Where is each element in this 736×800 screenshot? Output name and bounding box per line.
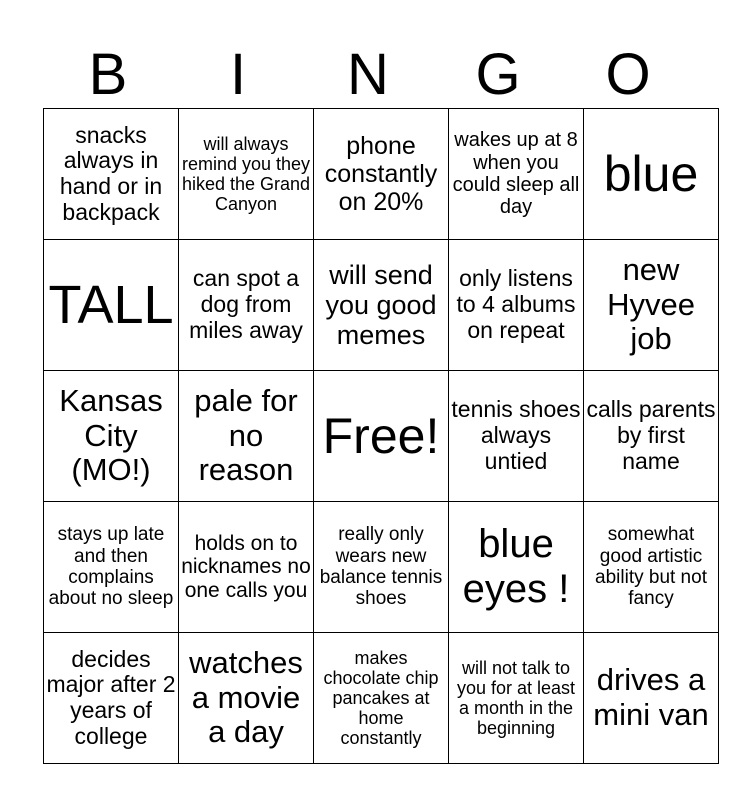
- bingo-cell[interactable]: snacks always in hand or in backpack: [44, 109, 179, 240]
- bingo-header: [43, 42, 693, 108]
- board-row: [44, 371, 719, 502]
- board-row: [44, 502, 719, 633]
- bingo-cell[interactable]: tennis shoes always untied: [449, 371, 584, 502]
- bingo-cell[interactable]: only listens to 4 albums on repeat: [449, 240, 584, 371]
- bingo-cell[interactable]: TALL: [44, 240, 179, 371]
- bingo-cell[interactable]: calls parents by first name: [584, 371, 719, 502]
- bingo-cell[interactable]: decides major after 2 years of college: [44, 633, 179, 764]
- bingo-cell[interactable]: watches a movie a day: [179, 633, 314, 764]
- bingo-cell[interactable]: Kansas City (MO!): [44, 371, 179, 502]
- bingo-cell[interactable]: somewhat good artistic ability but not fancy: [584, 502, 719, 633]
- bingo-cell[interactable]: makes chocolate chip pancakes at home constantly: [314, 633, 449, 764]
- header-letter-o: O: [605, 42, 651, 107]
- bingo-cell[interactable]: can spot a dog from miles away: [179, 240, 314, 371]
- header-letter-g: G: [475, 42, 521, 107]
- bingo-cell[interactable]: pale for no reason: [179, 371, 314, 502]
- board-row: [44, 240, 719, 371]
- bingo-cell[interactable]: drives a mini van: [584, 633, 719, 764]
- header-letter-i: I: [229, 42, 247, 107]
- bingo-cell[interactable]: wakes up at 8 when you could sleep all day: [449, 109, 584, 240]
- bingo-cell[interactable]: will not talk to you for at least a month in the beginning: [449, 633, 584, 764]
- bingo-cell[interactable]: phone constantly on 20%: [314, 109, 449, 240]
- bingo-cell[interactable]: holds on to nicknames no one calls you: [179, 502, 314, 633]
- bingo-cell[interactable]: new Hyvee job: [584, 240, 719, 371]
- header-letter-b: B: [88, 42, 128, 107]
- board-row: [44, 109, 719, 240]
- free-space-cell[interactable]: Free!: [314, 371, 449, 502]
- bingo-cell[interactable]: stays up late and then complains about no sleep: [44, 502, 179, 633]
- bingo-cell[interactable]: blue: [584, 109, 719, 240]
- bingo-cell[interactable]: blue eyes !: [449, 502, 584, 633]
- board-row: [44, 633, 719, 764]
- bingo-board: [43, 108, 719, 764]
- bingo-cell[interactable]: really only wears new balance tennis shoes: [314, 502, 449, 633]
- bingo-cell[interactable]: will always remind you they hiked the Grand Canyon: [179, 109, 314, 240]
- header-letter-n: N: [347, 42, 389, 107]
- bingo-cell[interactable]: will send you good memes: [314, 240, 449, 371]
